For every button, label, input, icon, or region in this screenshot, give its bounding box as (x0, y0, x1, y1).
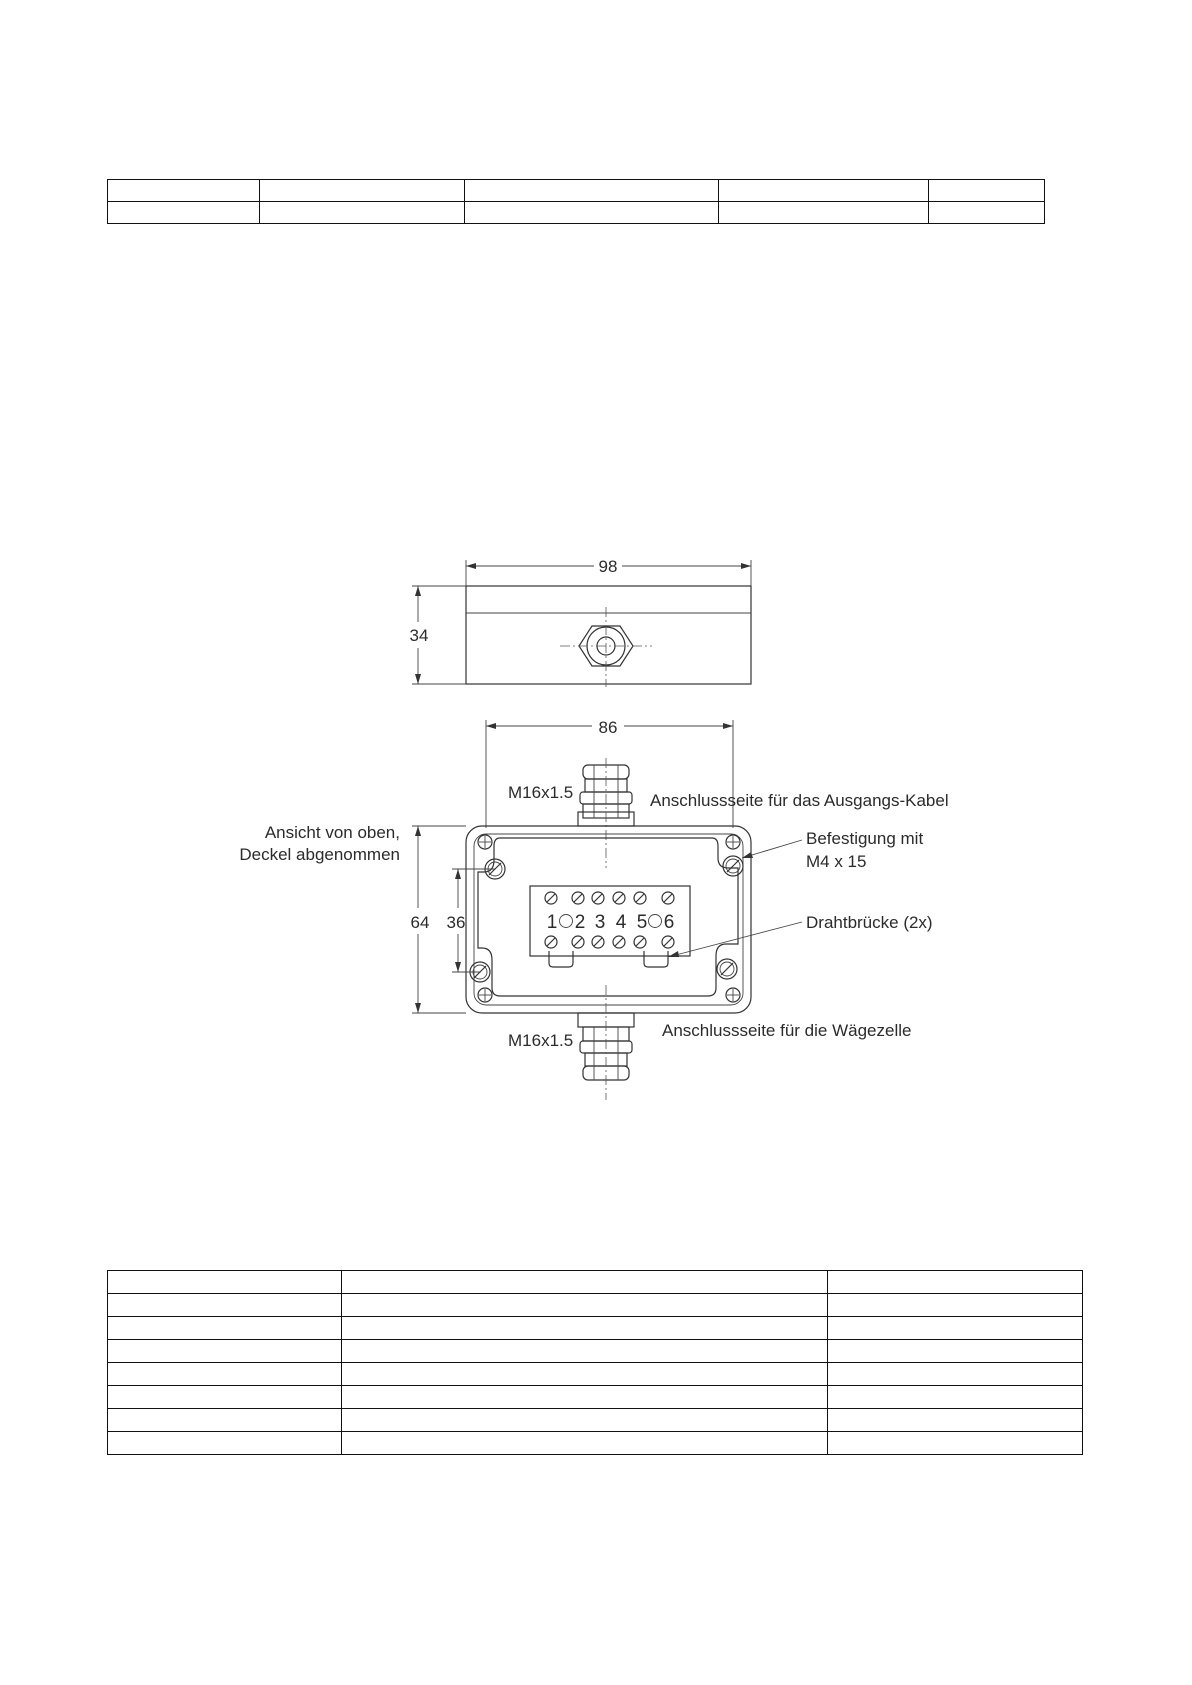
view-label-line2: Deckel abgenommen (239, 845, 400, 864)
terminal-hole-icon (649, 915, 662, 928)
table-cell (342, 1317, 828, 1340)
mounting-hole-icon (726, 988, 740, 1002)
table-row (108, 1363, 1083, 1386)
table-row (108, 1271, 1083, 1294)
housing-outer (466, 826, 751, 1013)
output-side-label: Anschlussseite für das Ausgangs-Kabel (650, 791, 949, 810)
terminal-screws-bottom (545, 936, 674, 948)
terminal-number: 5 (636, 912, 648, 933)
table-cell (342, 1294, 828, 1317)
table-cell (342, 1271, 828, 1294)
mounting-hole-icon (726, 835, 740, 849)
jumper-leader (672, 922, 802, 956)
table-cell (828, 1386, 1083, 1409)
dim-inner-height: 36 (446, 913, 466, 932)
terminal-number: 3 (594, 912, 606, 933)
terminal-number: 2 (574, 912, 586, 933)
table-cell (342, 1386, 828, 1409)
table-row (108, 1409, 1083, 1432)
terminal-number: 6 (663, 912, 675, 933)
wire-jumper-icon (644, 951, 668, 967)
loadcell-side-label: Anschlussseite für die Wägezelle (662, 1021, 912, 1040)
table-cell (828, 1294, 1083, 1317)
table-row (108, 1317, 1083, 1340)
table-cell (108, 1386, 342, 1409)
gland-bottom-label: M16x1.5 (508, 1031, 574, 1050)
lid-screw-icon (717, 959, 737, 979)
side-view-body (466, 586, 751, 684)
dim-height-top: 64 (410, 913, 430, 932)
housing-inner (474, 834, 743, 1005)
dim-hole-spacing: 86 (598, 718, 618, 737)
table-cell (108, 1340, 342, 1363)
lid-screw-icon (723, 856, 743, 876)
table-cell (342, 1363, 828, 1386)
dim-width-side: 98 (598, 557, 618, 576)
view-label-line1: Ansicht von oben, (264, 823, 400, 842)
mounting-hole-icon (478, 988, 492, 1002)
mounting-label-line1: Befestigung mit (806, 829, 924, 848)
terminal-screws-top (545, 892, 674, 904)
table-cell (828, 1432, 1083, 1455)
mounting-label-line2: M4 x 15 (806, 852, 867, 871)
terminal-number: 1 (546, 912, 558, 933)
bottom-table (107, 1270, 1083, 1455)
jumper-label: Drahtbrücke (2x) (806, 913, 933, 932)
gland-top-label: M16x1.5 (508, 783, 574, 802)
wire-jumper-icon (549, 951, 573, 967)
table-cell (342, 1432, 828, 1455)
terminal-hole-icon (560, 915, 573, 928)
terminal-number: 4 (615, 912, 627, 933)
table-cell (108, 1271, 342, 1294)
mounting-hole-icon (478, 835, 492, 849)
table-cell (342, 1409, 828, 1432)
table-cell (828, 1363, 1083, 1386)
table-cell (108, 1409, 342, 1432)
table-cell (108, 1363, 342, 1386)
table-cell (828, 1317, 1083, 1340)
table-row (108, 1386, 1083, 1409)
table-cell (342, 1340, 828, 1363)
table-row (108, 1340, 1083, 1363)
table-row (108, 1294, 1083, 1317)
table-row (108, 1432, 1083, 1455)
table-cell (108, 1294, 342, 1317)
table-cell (828, 1340, 1083, 1363)
table-cell (108, 1432, 342, 1455)
dim-height-side: 34 (409, 626, 429, 645)
table-cell (108, 1317, 342, 1340)
table-cell (828, 1409, 1083, 1432)
table-cell (828, 1271, 1083, 1294)
